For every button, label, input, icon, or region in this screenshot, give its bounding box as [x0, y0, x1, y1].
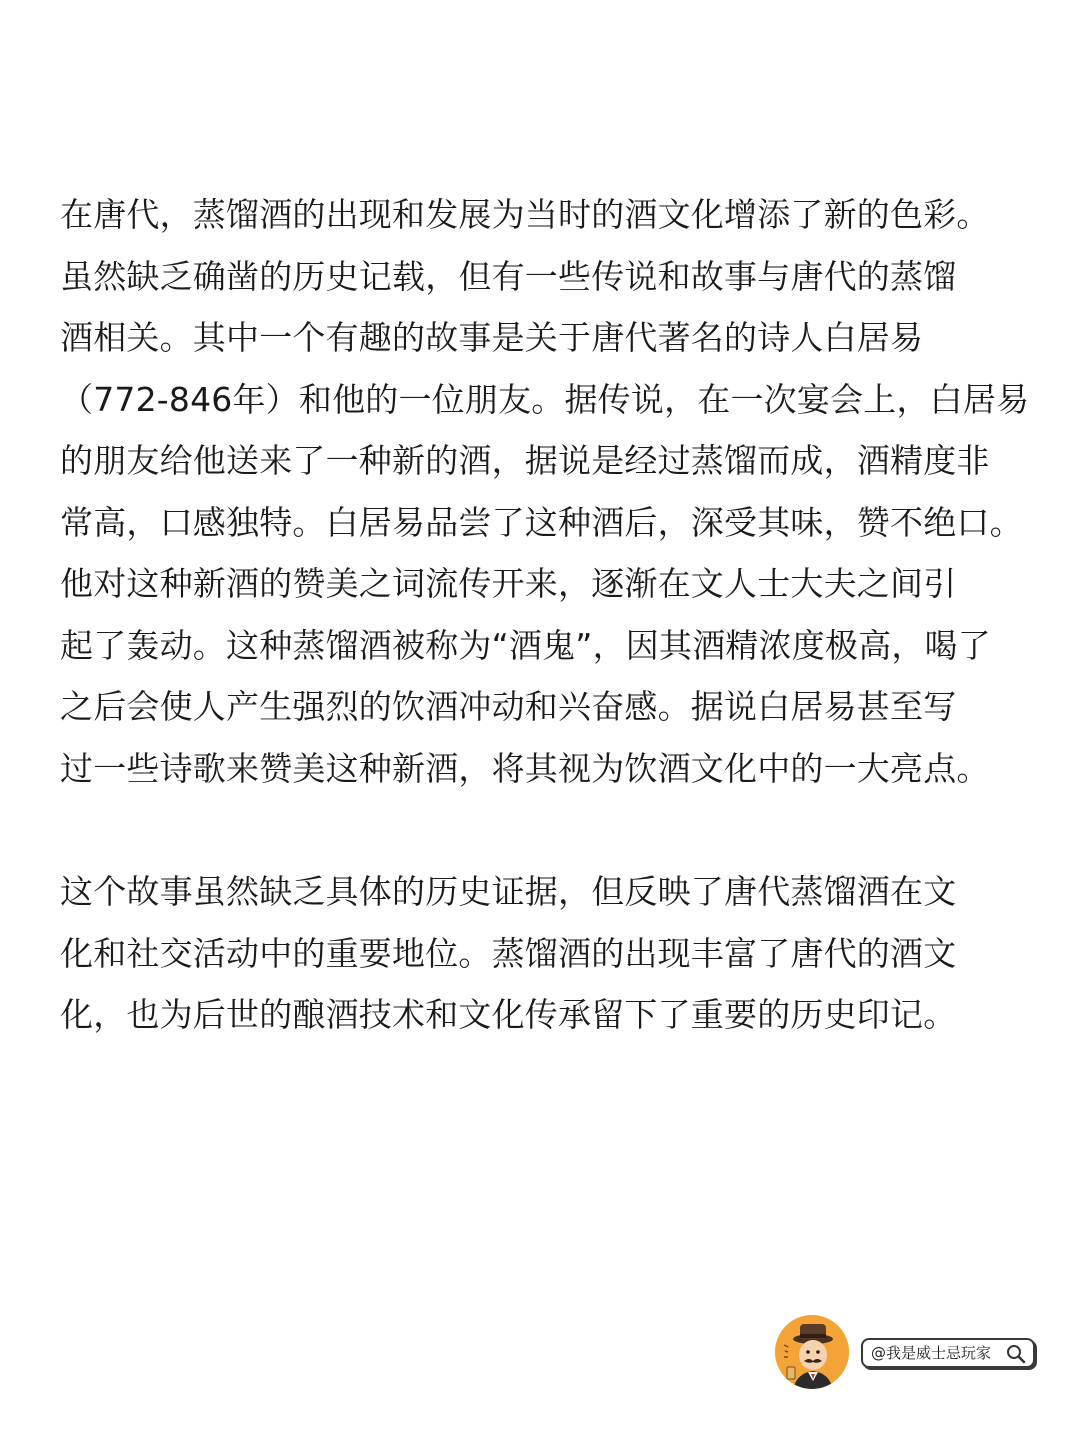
paragraph-1: [60, 184, 1035, 799]
text-line: 之后会使人产生强烈的饮酒冲动和兴奋感。据说白居易甚至写: [60, 687, 957, 726]
author-handle-badge[interactable]: [861, 1338, 1035, 1368]
text-line: 这个故事虽然缺乏具体的历史证据，但反映了唐代蒸馏酒在文: [60, 872, 957, 911]
text-line: 的朋友给他送来了一种新的酒，据说是经过蒸馏而成，酒精度非: [60, 441, 990, 480]
paragraph-spacer: [60, 799, 1035, 861]
text-line: 化和社交活动中的重要地位。蒸馏酒的出现丰富了唐代的酒文: [60, 933, 957, 973]
text-line: 起了轰动。这种蒸馏酒被称为“酒鬼”，因其酒精浓度极高，喝了: [60, 625, 991, 665]
text-line: 酒相关。其中一个有趣的故事是关于唐代著名的诗人白居易: [60, 318, 924, 357]
text-line: 在唐代，蒸馏酒的出现和发展为当时的酒文化增添了新的色彩。: [60, 195, 990, 234]
search-icon: [1005, 1343, 1027, 1365]
cartoon-man-avatar-icon[interactable]: [775, 1315, 849, 1389]
text-line: 他对这种新酒的赞美之词流传开来，逐渐在文人士大夫之间引: [60, 564, 957, 603]
text-line: 虽然缺乏确凿的历史记载，但有一些传说和故事与唐代的蒸馏: [60, 256, 957, 296]
text-line: 化，也为后世的酿酒技术和文化传承留下了重要的历史印记。: [60, 995, 957, 1034]
article-body: [60, 184, 1035, 1046]
text-line: 过一些诗歌来赞美这种新酒，将其视为饮酒文化中的一大亮点。: [60, 748, 990, 788]
paragraph-2: [60, 861, 1035, 1046]
author-handle: @我是威士忌玩家: [871, 1344, 992, 1362]
text-line: （772-846年）和他的一位朋友。据传说，在一次宴会上，白居易: [60, 379, 1030, 419]
text-line: 常高，口感独特。白居易品尝了这种酒后，深受其味，赞不绝口。: [60, 502, 1023, 542]
avatar-illustration: [775, 1315, 849, 1389]
author-watermark: [775, 1313, 1040, 1393]
